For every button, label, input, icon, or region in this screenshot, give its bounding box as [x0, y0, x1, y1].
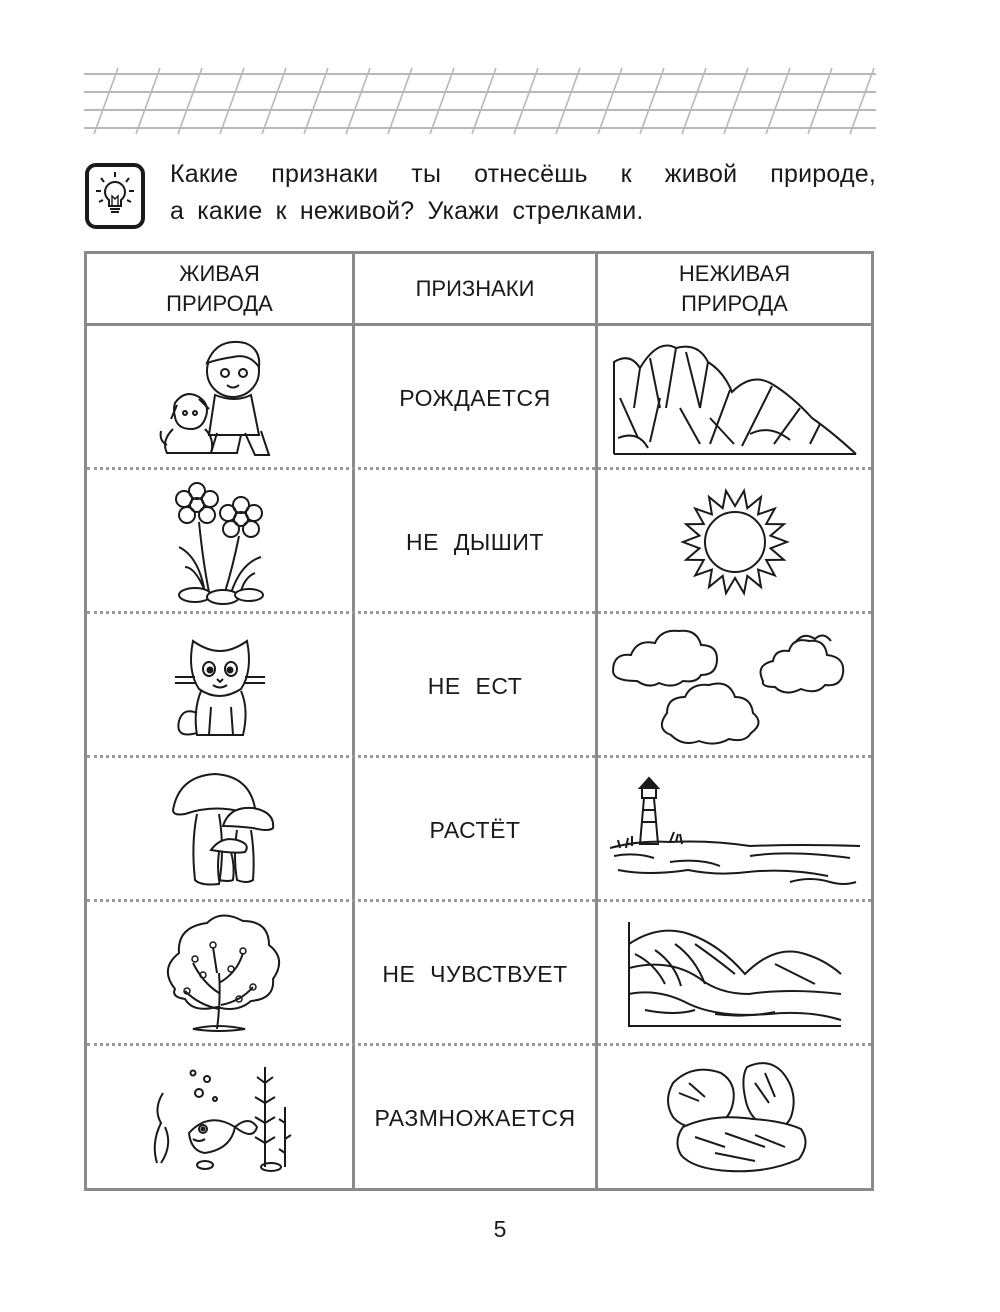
- tree-icon[interactable]: [87, 902, 352, 1046]
- task-line-1: Какие признаки ты отнесёшь к живой природе,: [170, 160, 876, 188]
- task-line-2: а какие к неживой? Укажи стрелками.: [170, 197, 644, 225]
- lightbulb-hint-icon: [84, 162, 146, 230]
- header-living-label: ЖИВАЯ ПРИРОДА: [166, 260, 273, 316]
- kitten-icon[interactable]: [87, 614, 352, 758]
- classification-table: [84, 251, 874, 1191]
- header-traits: [355, 254, 595, 323]
- flowers-icon[interactable]: [87, 470, 352, 614]
- header-nonliving-nature: [598, 254, 871, 323]
- header-living-nature: [87, 254, 352, 323]
- trait-label[interactable]: НЕ ЕСТ: [427, 672, 523, 699]
- mountains-icon[interactable]: [598, 326, 871, 470]
- mushrooms-icon[interactable]: [87, 758, 352, 902]
- fish-aquarium-icon[interactable]: [87, 1046, 352, 1190]
- lighthouse-shore-icon[interactable]: [598, 758, 871, 902]
- task-instruction: [170, 156, 876, 230]
- trait-label[interactable]: РОЖДАЕТСЯ: [399, 384, 551, 411]
- header-traits-label: ПРИЗНАКИ: [415, 275, 535, 301]
- trait-label[interactable]: РАСТЁТ: [429, 816, 521, 843]
- boy-with-puppy-icon[interactable]: [87, 326, 352, 470]
- rocks-icon[interactable]: [598, 1046, 871, 1190]
- sand-dunes-icon[interactable]: [598, 902, 871, 1046]
- sun-icon[interactable]: [598, 470, 871, 614]
- trait-label[interactable]: НЕ ЧУВСТВУЕТ: [382, 960, 568, 987]
- page-number: 5: [493, 1216, 507, 1242]
- trait-label[interactable]: РАЗМНОЖАЕТСЯ: [374, 1104, 576, 1131]
- clouds-icon[interactable]: [598, 614, 871, 758]
- handwriting-practice-lines: [84, 68, 876, 138]
- header-nonliving-label: НЕЖИВАЯ ПРИРОДА: [678, 260, 791, 316]
- task-block: [84, 156, 876, 236]
- trait-label[interactable]: НЕ ДЫШИТ: [406, 528, 544, 555]
